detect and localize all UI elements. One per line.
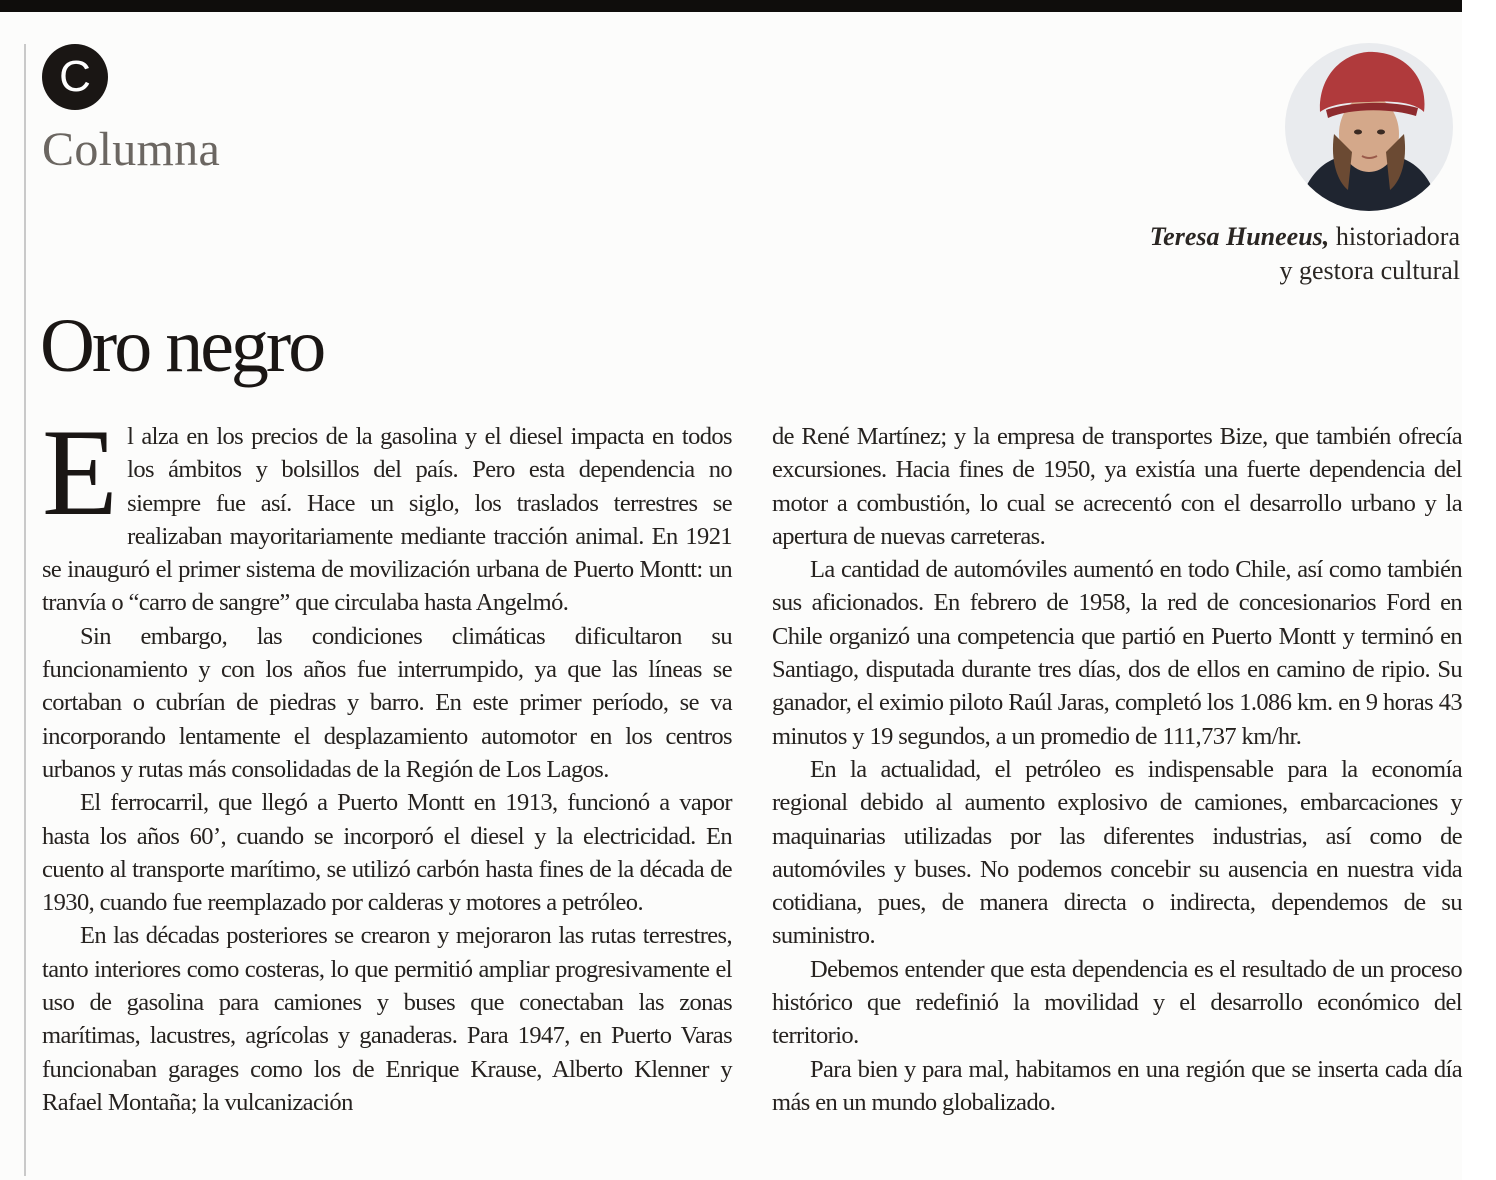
paragraph: Debemos entender que esta dependencia es el resultado de un proceso histórico que redefinió la movilidad y el desarrollo económico del territorio. <box>772 955 1462 1050</box>
article-column-2 <box>772 420 1462 1119</box>
paragraph <box>42 404 732 620</box>
section-badge: C <box>42 44 108 110</box>
paragraph: En la actualidad, el petróleo es indispensable para la economía regional debido al aumento explosivo de camiones, embarcaciones y maquinarias utilizadas por las diferentes industrias, así como de automóviles y buses. No podemos concebir su ausencia en nuestra vida cotidiana, pues, de manera directa o indirecta, dependemos de su suministro. <box>772 755 1462 950</box>
paragraph: El ferrocarril, que llegó a Puerto Montt en 1913, funcionó a vapor hasta los años 60’, cuando se incorporó el diesel y la electricidad. En cuento al transporte marítimo, se utilizó carbón hasta fines de la década de 1930, cuando fue reemplazado por calderas y motores a petróleo. <box>42 789 732 917</box>
paragraph: En las décadas posteriores se crearon y mejoraron las rutas terrestres, tanto interiores como costeras, lo que permitió ampliar progresivamente el uso de gasolina para camiones y buses que conectaban las zonas marítimas, lacustres, agrícolas y ganaderas. Para 1947, en Puerto Varas funcionaban garages como los de Enrique Krause, Alberto Klenner y Rafael Montaña; la vulcanización <box>42 922 732 1116</box>
paragraph-text: l alza en los precios de la gasolina y el diesel impacta en todos los ámbitos y bolsillos del país. Pero esta dependencia no siempre fue así. Hace un siglo, los traslados terrestres se realizaban mayoritariamente mediante tracción animal. En 1921 se inauguró el primer sistema de movilización urbana de Puerto Montt: un tranvía o “carro de sangre” que circulaba hasta Angelmó. <box>42 423 732 617</box>
column-rule <box>24 44 26 1176</box>
page-edge <box>1462 0 1496 1180</box>
article-column-1 <box>42 404 732 1119</box>
paragraph: La cantidad de automóviles aumentó en todo Chile, así como también sus aficionados. En febrero de 1958, la red de concesionarios Ford en Chile organizó una competencia que partió en Puerto Montt y terminó en Santiago, disputada durante tres días, dos de ellos en camino de ripio. Su ganador, el eximio piloto Raúl Jaras, completó los 1.086 km. en 9 horas 43 minutos y 19 segundos, a un promedio de 111,737 km/hr. <box>772 556 1462 750</box>
article-headline: Oro negro <box>40 304 324 388</box>
drop-cap: E <box>42 404 118 541</box>
paragraph: Para bien y para mal, habitamos en una región que se inserta cada día más en un mundo globalizado. <box>772 1055 1462 1116</box>
paragraph: de René Martínez; y la empresa de transportes Bize, que también ofrecía excursiones. Hacia fines de 1950, ya existía una fuerte dependencia del motor a combustión, lo cual se acrecentó con el desarrollo urbano y la apertura de nuevas carreteras. <box>772 423 1462 550</box>
top-rule <box>0 0 1462 12</box>
author-byline <box>1040 220 1460 288</box>
paragraph: Sin embargo, las condiciones climáticas dificultaron su funcionamiento y con los años fue interrumpido, ya que las líneas se cortaban o cubrían de piedras y barro. En este primer período, se va incorporando lentamente el desplazamiento automotor en los centros urbanos y rutas más consolidadas de la Región de Los Lagos. <box>42 622 732 783</box>
author-name: Teresa Huneeus, <box>1149 222 1330 251</box>
author-role: historiadora <box>1335 222 1460 251</box>
section-kicker: Columna <box>42 123 221 176</box>
author-portrait <box>1278 42 1460 212</box>
author-role-line2: y gestora cultural <box>1279 256 1460 285</box>
